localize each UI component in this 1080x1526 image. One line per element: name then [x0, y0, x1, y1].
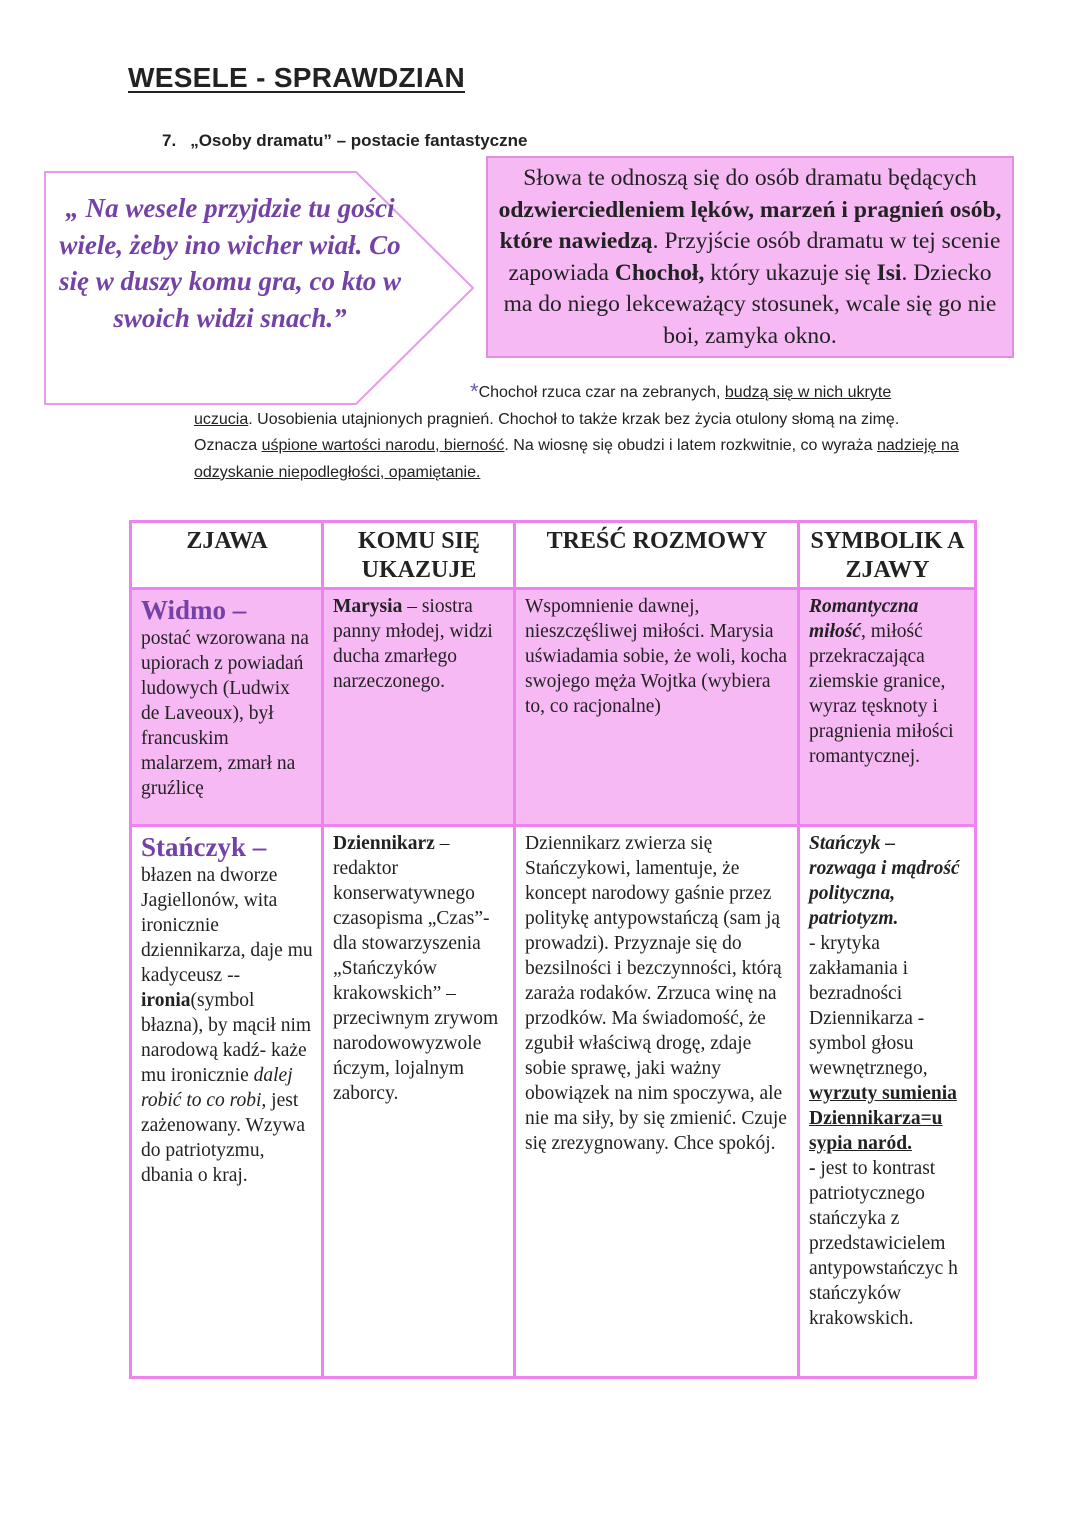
cell-komu — [323, 826, 515, 1378]
cell-komu — [323, 589, 515, 826]
explanation-box — [486, 156, 1014, 358]
cell-symbolika — [799, 589, 976, 826]
cell-symbolika — [799, 826, 976, 1378]
section-title: „Osoby dramatu” – postacie fantastyczne — [190, 131, 528, 150]
cell-zjawa — [131, 826, 323, 1378]
page-title: WESELE - SPRAWDZIAN — [128, 62, 466, 93]
note-underlined: uczucia — [194, 410, 249, 428]
section-number: 7. — [162, 131, 177, 150]
chochol-bold: Chochoł, — [614, 259, 705, 286]
note-underlined: budzą się w nich ukryte — [724, 384, 892, 401]
symbol-bold-underlined: wyrzuty sumienia Dziennikarza=u sypia naród. — [809, 1083, 957, 1154]
cell-tresc: Dziennikarz zwierza się Stańczykowi, lamentuje, że koncept narodowy gaśnie przez politykę antypowstańczą (sam ją prowadzi). Przyznaje się do bezsilności i bezczynności, którą zaraża rodaków. Zrzuca winę na przodków. Ma świadomość, że zgubił właściwą drogę, zdaje sobie sprawę, jaki ważny obowiązek na nim spoczywa, ale nie ma siły, by się zmienić. Czuje się zrezygnowany. Chce spokój. — [515, 826, 799, 1378]
who-desc: – redaktor konserwatywnego czasopisma „Czas”- dla stowarzyszenia „Stańczyków krakowskich” – przeciwnym zrywom narodowowyzwole ńczym, lojalnym zaborcy. — [333, 833, 499, 1104]
explanation-bold: odzwierciedleniem lęków, marzeń i pragnień osób, które nawiedzą — [498, 196, 1002, 254]
header-zjawa: ZJAWA — [131, 522, 323, 589]
explanation-text: . Przyjście osób dramatu w tej scenie zapowiada — [508, 228, 1001, 286]
explanation-text: który ukazuje się — [704, 259, 877, 286]
note-text: Chochoł rzuca czar na zebranych, — [478, 384, 725, 401]
zjawa-desc: błazen na dworze Jagiellonów, wita ironicznie dziennikarza, daje mu kadyceusz -- — [141, 865, 313, 986]
symbol-dash: - — [809, 1158, 816, 1179]
who-name: Marysia — [333, 596, 403, 617]
zjawa-desc-italic: dalej robić to co robi — [141, 1065, 293, 1111]
table-header-row — [131, 522, 976, 589]
table-row — [131, 589, 976, 826]
zjawa-desc: postać wzorowana na upiorach z powiadań ludowych (Ludwix de Laveoux), był francuskim malarzem, zmarł na gruźlicę — [141, 628, 309, 799]
chochol-note — [194, 379, 964, 486]
symbol-desc: jest to kontrast patriotycznego stańczyka z przedstawicielem antypowstańczyc h stańczyków krakowskich. — [809, 1158, 958, 1329]
explanation-text: Słowa te odnoszą się do osób dramatu będących — [523, 165, 977, 191]
zjawa-desc: (symbol błazna), by mącił nim narodową kadź- każe mu ironicznie — [141, 990, 312, 1086]
header-symbolika: SYMBOLIK A ZJAWY — [799, 522, 976, 589]
who-name: Dziennikarz — [333, 833, 435, 854]
apparitions-table — [129, 520, 977, 1379]
note-underlined: nadzieję na odzyskanie niepodległości, opamiętanie. — [194, 437, 959, 481]
explanation-text: . Dziecko ma do niego lekceważący stosunek, wcale się go nie boi, zamyka okno. — [503, 259, 997, 349]
section-heading — [162, 131, 527, 151]
table-row — [131, 826, 976, 1378]
symbol-desc: , miłość przekraczająca ziemskie granice, wyraz tęsknoty i pragnienia miłości romantycznej. — [809, 621, 954, 767]
zjawa-desc-bold: ironia — [141, 990, 191, 1011]
asterisk-icon: * — [470, 379, 479, 404]
symbol-bold: Stańczyk – rozwaga i mądrość polityczna, patriotyzm. — [809, 833, 960, 929]
symbol-desc: - krytyka zakłamania i bezradności Dziennikarza - symbol głosu wewnętrznego, — [809, 933, 928, 1079]
header-komu: KOMU SIĘ UKAZUJE — [323, 522, 515, 589]
wesele-quote: „ Na wesele przyjdzie tu gości wiele, żeby ino wicher wiał. Co się w duszy komu gra, co kto w swoich widzi snach.” — [58, 193, 402, 333]
zjawa-name: Stańczyk – — [141, 832, 267, 862]
header-tresc: TREŚĆ ROZMOWY — [515, 522, 799, 589]
cell-tresc: Wspomnienie dawnej, nieszczęśliwej miłości. Marysia uświadamia sobie, że woli, kocha swojego męża Wojtka (wybiera to, co racjonalne) — [515, 589, 799, 826]
who-desc: – siostra panny młodej, widzi ducha zmarłego narzeczonego. — [333, 596, 493, 692]
note-text: . Na wiosnę się obudzi i latem rozkwitnie, co wyraża — [504, 437, 877, 454]
symbol-bold: Romantyczna miłość — [809, 596, 919, 642]
cell-zjawa — [131, 589, 323, 826]
note-underlined: uśpione wartości narodu, bierność — [261, 437, 505, 454]
zjawa-name: Widmo – — [141, 595, 247, 625]
zjawa-desc: , jest zażenowany. Wzywa do patriotyzmu, dbania o kraj. — [141, 1090, 306, 1186]
note-text: . Uosobienia utajnionych pragnień. Chochoł to także krzak bez życia otulony słomą na zimę. Oznacza — [194, 410, 900, 454]
isia-bold: Isi — [876, 259, 902, 286]
